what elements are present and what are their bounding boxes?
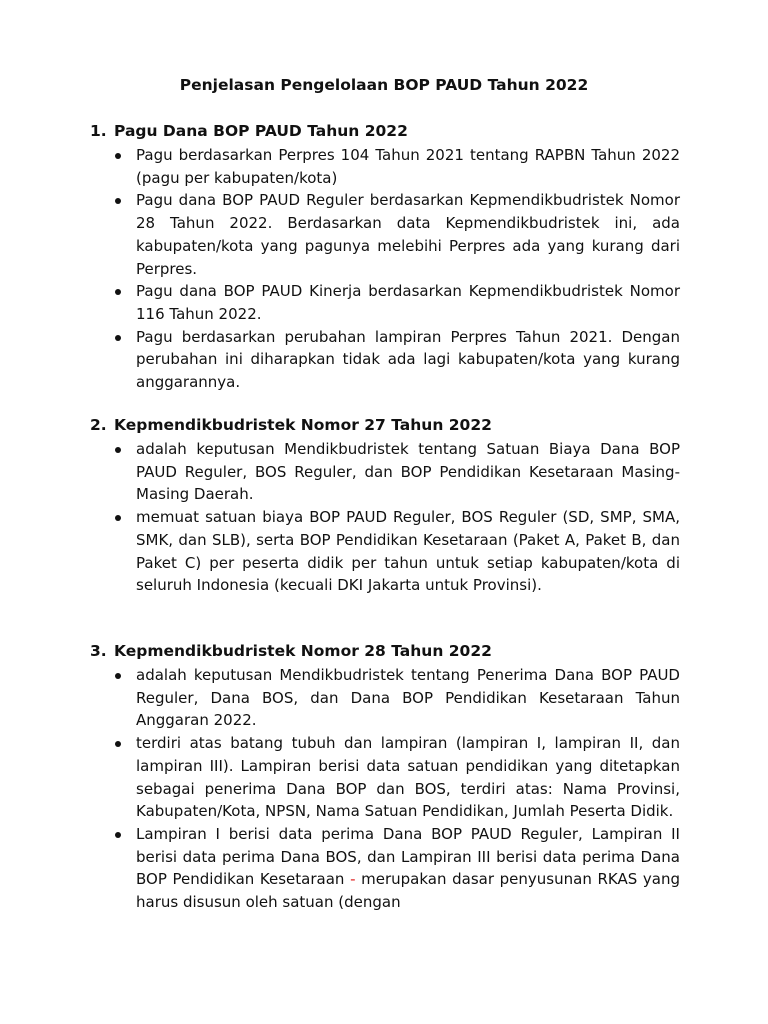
bullet-list	[90, 144, 680, 394]
list-item-text: Pagu dana BOP PAUD Reguler berdasarkan Kepmendikbudristek Nomor 28 Tahun 2022. Berdasarkan data Kepmendikbudristek ini, ada kabupaten/kota yang pagunya melebihi Perpres ada yang kurang dari Perpres.	[136, 191, 680, 278]
section-1	[90, 120, 680, 394]
list-item	[90, 664, 680, 732]
list-item-text-part: merupakan dasar penyusunan RKAS yang harus disusun oleh satuan (dengan	[136, 870, 680, 912]
section-number: 3.	[90, 642, 107, 660]
list-item	[90, 280, 680, 325]
bullet-icon	[115, 198, 121, 204]
bullet-icon	[115, 515, 121, 521]
section-2	[90, 414, 680, 597]
list-item	[90, 506, 680, 597]
bullet-icon	[115, 153, 121, 159]
section-3	[90, 640, 680, 914]
list-item-text: terdiri atas batang tubuh dan lampiran (lampiran I, lampiran II, dan lampiran III). Lampiran berisi data satuan pendidikan yang ditetapkan sebagai penerima Dana BOP dan BOS, terdiri atas: Nama Provinsi, Kabupaten/Kota, NPSN, Nama Satuan Pendidikan, Jumlah Peserta Didik.	[136, 734, 680, 821]
list-item	[90, 326, 680, 394]
bullet-icon	[115, 741, 121, 747]
section-heading	[90, 640, 680, 664]
bullet-icon	[115, 832, 121, 838]
section-title: Kepmendikbudristek Nomor 28 Tahun 2022	[114, 642, 492, 660]
bullet-icon	[115, 447, 121, 453]
section-heading	[90, 120, 680, 144]
list-item-text: Pagu dana BOP PAUD Kinerja berdasarkan Kepmendikbudristek Nomor 116 Tahun 2022.	[136, 282, 680, 323]
bullet-list	[90, 438, 680, 597]
list-item-text: Pagu berdasarkan perubahan lampiran Perpres Tahun 2021. Dengan perubahan ini diharapkan tidak ada lagi kabupaten/kota yang kurang anggarannya.	[136, 327, 680, 392]
list-item-text: adalah keputusan Mendikbudristek tentang Penerima Dana BOP PAUD Reguler, Dana BOS, dan Dana BOP Pendidikan Kesetaraan Tahun Anggaran 2022.	[136, 666, 680, 730]
red-dash: -	[350, 870, 356, 889]
list-item-text: Pagu berdasarkan Perpres 104 Tahun 2021 tentang RAPBN Tahun 2022 (pagu per kabupaten/kota)	[136, 146, 680, 187]
list-item	[90, 189, 680, 280]
section-number: 1.	[90, 122, 107, 140]
document-title: Penjelasan Pengelolaan BOP PAUD Tahun 2022	[179, 76, 589, 94]
bullet-list	[90, 664, 680, 914]
section-title: Kepmendikbudristek Nomor 27 Tahun 2022	[114, 416, 492, 434]
section-title: Pagu Dana BOP PAUD Tahun 2022	[114, 122, 408, 140]
list-item-text: adalah keputusan Mendikbudristek tentang Satuan Biaya Dana BOP PAUD Reguler, BOS Reguler, dan BOP Pendidikan Kesetaraan Masing-Masing Daerah.	[136, 440, 680, 504]
bullet-icon	[115, 673, 121, 679]
list-item-text: memuat satuan biaya BOP PAUD Reguler, BOS Reguler (SD, SMP, SMA, SMK, dan SLB), serta BOP Pendidikan Kesetaraan (Paket A, Paket B, dan Paket C) per peserta didik per tahun untuk setiap kabupaten/kota di seluruh Indonesia (kecuali DKI Jakarta untuk Provinsi).	[136, 508, 680, 595]
list-item	[90, 144, 680, 189]
list-item-text-part: Lampiran I berisi data perima Dana BOP PAUD Reguler, Lampiran II berisi data perima Dana BOS, dan Lampiran III berisi data perima Dana BOP Pendidikan Kesetaraan	[136, 824, 680, 889]
list-item	[90, 732, 680, 823]
list-item	[90, 438, 680, 506]
list-item-text	[136, 823, 680, 914]
section-heading	[90, 414, 680, 438]
bullet-icon	[115, 289, 121, 295]
section-number: 2.	[90, 416, 107, 434]
list-item	[90, 823, 680, 914]
bullet-icon	[115, 335, 121, 341]
